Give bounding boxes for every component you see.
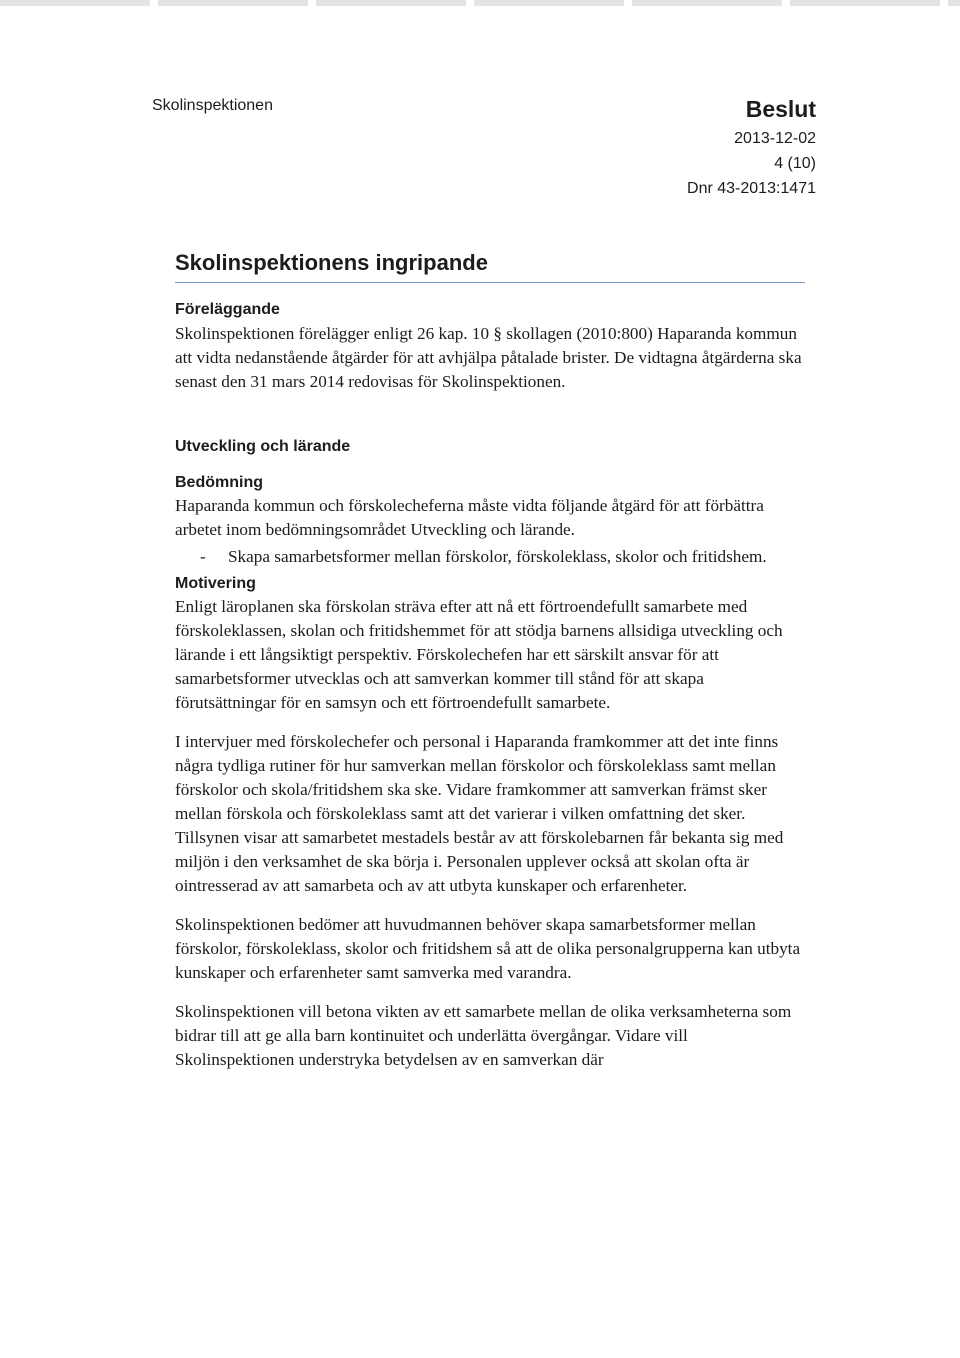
section-title: Skolinspektionens ingripande xyxy=(175,250,805,283)
assessment-text: Haparanda kommun och förskolecheferna måste vidta följande åtgärd för att förbättra arbetet inom bedömningsområdet Utveckling och lärande. xyxy=(175,496,764,539)
document-meta xyxy=(687,94,816,201)
document-type: Beslut xyxy=(745,96,816,122)
assessment-bullet xyxy=(175,545,805,569)
reference-number: Dnr 43-2013:1471 xyxy=(687,180,816,197)
motivation-paragraph: I intervjuer med förskolechefer och personal i Haparanda framkommer att det inte finns några tydliga rutiner för hur samverkan mellan förskolor och förskoleklass samt mellan förskolor och skola/fritidshem ska ske. Vidare framkommer att samverkan främst sker mellan förskola och förskoleklass samt att det varierar i vilken omfattning det sker. Tillsynen visar att samarbetet mestadels består av att förskolebarnen får bekanta sig med miljön i den verksamhet de ska börja i. Personalen upplever också att skolan ofta är ointresserad av att samarbeta och av att utbyta kunskaper och erfarenheter. xyxy=(175,732,784,895)
bullet-marker: - xyxy=(200,547,206,566)
injunction-heading: Föreläggande xyxy=(175,301,280,318)
motivation-paragraph: Skolinspektionen vill betona vikten av ett samarbete mellan de olika verksamheterna som bidrar till att ge alla barn kontinuitet och underlätta övergångar. Vidare vill Skolinspektionen understryka betydelsen av en samverkan där xyxy=(175,1002,792,1069)
document-date: 2013-12-02 xyxy=(734,130,816,147)
motivation-paragraph: Skolinspektionen bedömer att huvudmannen behöver skapa samarbetsformer mellan förskolor, förskoleklass, skolor och fritidshem så att de olika personalgrupperna kan utbyta kunskaper och erfarenheter samt samverka med varandra. xyxy=(175,915,801,982)
scan-top-border xyxy=(0,0,960,6)
area-heading: Utveckling och lärande xyxy=(175,438,351,455)
motivation-paragraph: Enligt läroplanen ska förskolan sträva efter att nå ett förtroendefullt samarbete med förskoleklassen, skolan och fritidshemmet för att stödja barnens allsidiga utveckling och lärande i ett långsiktigt perspektiv. Förskolechefen har ett särskilt ansvar för att samarbetsformer utvecklas och att samverkan kommer till stånd för att skapa förutsättningar för en samsyn och ett förtroendefullt samarbete. xyxy=(175,597,783,712)
bullet-text: Skapa samarbetsformer mellan förskolor, förskoleklass, skolor och fritidshem. xyxy=(228,547,767,566)
main-content xyxy=(175,250,805,1072)
page-number: 4 (10) xyxy=(774,155,816,172)
motivation-heading: Motivering xyxy=(175,575,256,592)
injunction-text: Skolinspektionen förelägger enligt 26 kap. 10 § skollagen (2010:800) Haparanda kommun att vidta nedanstående åtgärder för att avhjälpa påtalade brister. De vidtagna åtgärderna ska senast den 31 mars 2014 redovisas för Skolinspektionen. xyxy=(175,324,802,391)
assessment-heading: Bedömning xyxy=(175,474,263,491)
organization-name: Skolinspektionen xyxy=(152,97,273,114)
